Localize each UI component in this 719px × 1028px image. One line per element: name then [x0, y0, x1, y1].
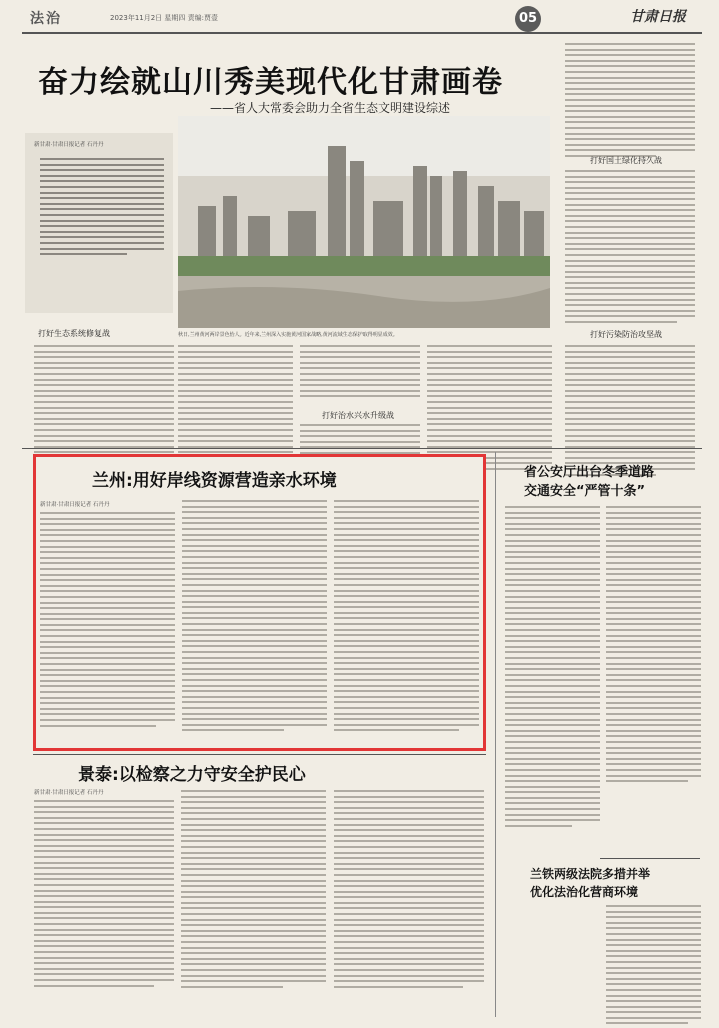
lanzhou-byline: 新甘肃·甘肃日报记者 石丹丹	[40, 502, 110, 508]
traffic-safety-headline: 省公安厅出台冬季道路	[524, 465, 655, 480]
traffic-safety-subheadline: 交通安全“严管十条”	[524, 484, 646, 499]
lanzhou-text-col2	[182, 500, 327, 735]
section-name: 法治	[30, 11, 62, 27]
main-subheadline: ——省人大常委会助力全省生态文明建设综述	[210, 101, 451, 115]
subhead-ecosystem: 打好生态系统修复战	[38, 329, 110, 338]
subhead-water: 打好治水兴水升级战	[322, 411, 394, 420]
jingtai-top-rule	[33, 754, 486, 755]
article-text-right3	[565, 345, 695, 479]
article-text-right1	[565, 43, 695, 160]
lanzhou-text-col1	[40, 512, 175, 730]
lead-byline: 新甘肃·甘肃日报记者 石丹丹	[34, 142, 104, 148]
traffic-text-col2	[606, 506, 701, 786]
traffic-text-col1	[505, 506, 600, 830]
jingtai-byline: 新甘肃·甘肃日报记者 石丹丹	[34, 790, 104, 796]
court-headline: 兰铁两级法院多措并举	[530, 867, 651, 881]
lanzhou-text-col3	[334, 500, 479, 735]
court-subheadline: 优化法治化营商环境	[530, 885, 639, 899]
section-divider	[22, 448, 702, 449]
header-rule	[22, 32, 702, 34]
newspaper-brand: 甘肃日报	[630, 9, 686, 25]
photo-caption: 秋日,兰州黄河两岸景色怡人。近年来,兰州深入实施黄河国家战略,黄河流域生态保护取得明显成效。	[178, 332, 398, 338]
court-top-rule	[600, 858, 700, 859]
main-photo	[178, 116, 550, 328]
court-text	[606, 905, 701, 1028]
article-text-col3	[300, 345, 420, 401]
jingtai-text-col1	[34, 800, 174, 990]
lanzhou-headline: 兰州:用好岸线资源营造亲水环境	[92, 471, 337, 491]
main-headline: 奋力绘就山川秀美现代化甘肃画卷	[38, 65, 503, 100]
page-number: 05	[515, 6, 541, 32]
jingtai-text-col3	[334, 790, 484, 991]
lead-summary-text	[40, 158, 164, 259]
column-divider	[495, 452, 496, 1017]
article-text-right2	[565, 170, 695, 327]
subhead-greening: 打好国土绿化持久战	[590, 156, 662, 165]
city-skyline-illustration	[178, 116, 550, 328]
jingtai-text-col2	[181, 790, 326, 991]
issue-date: 2023年11月2日 星期四 责编:贾壹	[110, 14, 218, 22]
jingtai-headline: 景泰:以检察之力守安全护民心	[78, 765, 306, 785]
subhead-pollution: 打好污染防治攻坚战	[590, 330, 662, 339]
